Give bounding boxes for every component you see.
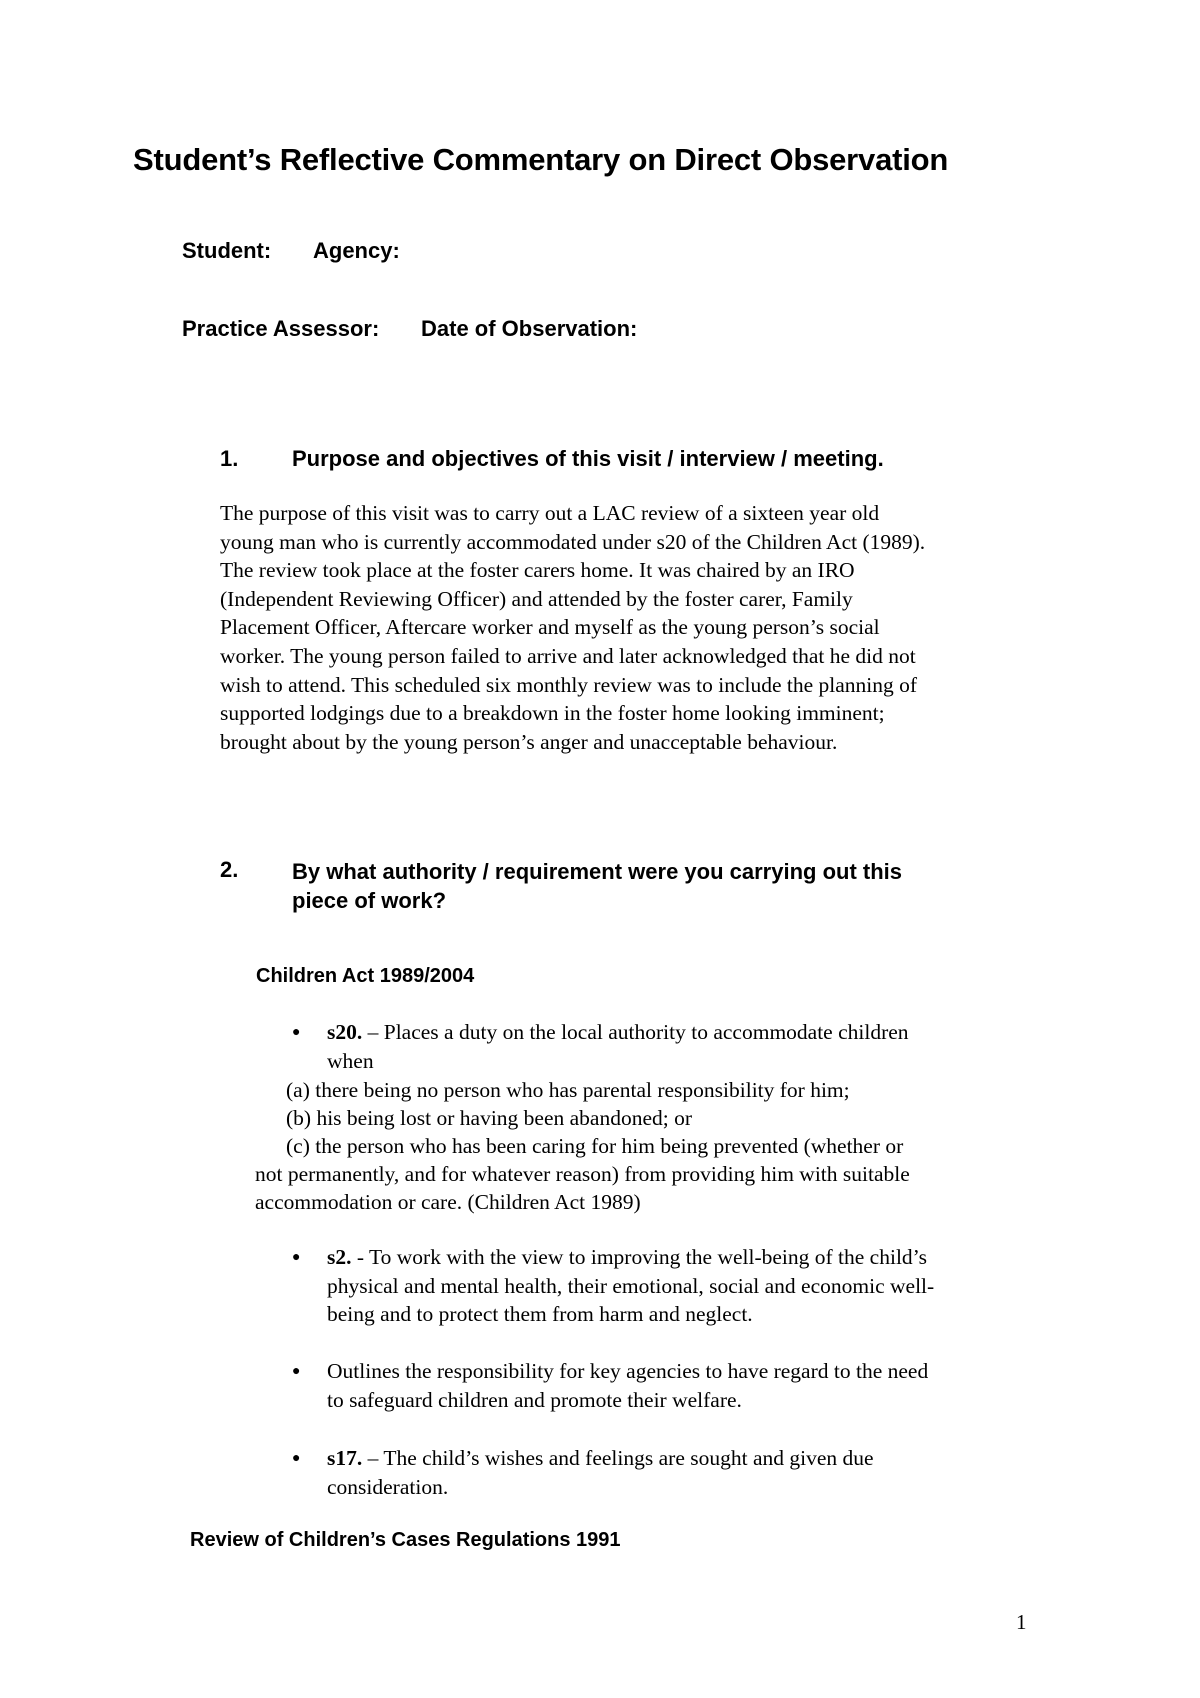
s20-item-a: (a) there being no person who has parental responsibility for him; xyxy=(286,1078,850,1102)
paragraph-line: wish to attend. This scheduled six monthly review was to include the planning of xyxy=(220,672,918,697)
s20-bullet-text xyxy=(327,1018,909,1075)
section2-heading xyxy=(292,857,902,915)
paragraph-line: (Independent Reviewing Officer) and attended by the foster carer, Family xyxy=(220,586,853,611)
children-act-subheading: Children Act 1989/2004 xyxy=(256,965,475,987)
s20-continuation-2: accommodation or care. (Children Act 1989) xyxy=(255,1190,641,1214)
student-label: Student: xyxy=(182,238,272,263)
s17-label: s17. xyxy=(327,1446,363,1470)
section2-number: 2. xyxy=(220,857,239,882)
bullet-icon: ● xyxy=(292,1250,301,1265)
s20-item-c: (c) the person who has been caring for him being prevented (whether or xyxy=(286,1134,904,1158)
s20-continuation-1: not permanently, and for whatever reason) from providing him with suitable xyxy=(255,1162,910,1186)
bullet-icon: ● xyxy=(292,1451,301,1466)
paragraph-line: brought about by the young person’s anger and unacceptable behaviour. xyxy=(220,729,838,754)
agency-label: Agency: xyxy=(313,238,400,263)
s20-label: s20. xyxy=(327,1020,363,1044)
s2-bullet-text xyxy=(327,1243,934,1329)
outlines-line2: to safeguard children and promote their welfare. xyxy=(327,1387,742,1412)
s20-line2: when xyxy=(327,1048,374,1073)
outlines-line1: Outlines the responsibility for key agencies to have regard to the need xyxy=(327,1359,929,1383)
outlines-bullet-text xyxy=(327,1357,928,1414)
paragraph-line: supported lodgings due to a breakdown in the foster home looking imminent; xyxy=(220,701,885,726)
section1-number: 1. xyxy=(220,446,239,471)
section1-paragraph xyxy=(220,499,925,756)
bullet-icon: ● xyxy=(292,1025,301,1040)
document-title: Student’s Reflective Commentary on Direct Observation xyxy=(133,142,949,177)
paragraph-line: worker. The young person failed to arrive and later acknowledged that he did not xyxy=(220,643,916,668)
heading-line: By what authority / requirement were you carrying out this xyxy=(292,859,903,884)
paragraph-line: Placement Officer, Aftercare worker and myself as the young person’s social xyxy=(220,615,880,640)
s17-line2: consideration. xyxy=(327,1474,449,1499)
heading-line: piece of work? xyxy=(292,888,447,913)
s17-bullet-text xyxy=(327,1444,874,1501)
section1-heading: Purpose and objectives of this visit / interview / meeting. xyxy=(292,446,884,471)
date-of-observation-label: Date of Observation: xyxy=(421,316,638,341)
s20-item-b: (b) his being lost or having been abandoned; or xyxy=(286,1106,693,1130)
s17-description: – The child’s wishes and feelings are sought and given due xyxy=(362,1446,874,1470)
paragraph-line: The review took place at the foster carers home. It was chaired by an IRO xyxy=(220,558,855,583)
s2-description: - To work with the view to improving the well-being of the child’s xyxy=(351,1245,928,1269)
practice-assessor-label: Practice Assessor: xyxy=(182,316,380,341)
s20-description: – Places a duty on the local authority to accommodate children xyxy=(362,1020,909,1044)
paragraph-line: young man who is currently accommodated under s20 of the Children Act (1989). xyxy=(220,529,926,554)
s2-line3: being and to protect them from harm and neglect. xyxy=(327,1302,753,1327)
review-regulations-heading: Review of Children’s Cases Regulations 1991 xyxy=(190,1529,621,1551)
bullet-icon: ● xyxy=(292,1364,301,1379)
s2-label: s2. xyxy=(327,1245,352,1269)
paragraph-line: The purpose of this visit was to carry out a LAC review of a sixteen year old xyxy=(220,501,880,525)
s2-line2: physical and mental health, their emotional, social and economic well- xyxy=(327,1273,935,1298)
page-number: 1 xyxy=(1016,1610,1027,1634)
